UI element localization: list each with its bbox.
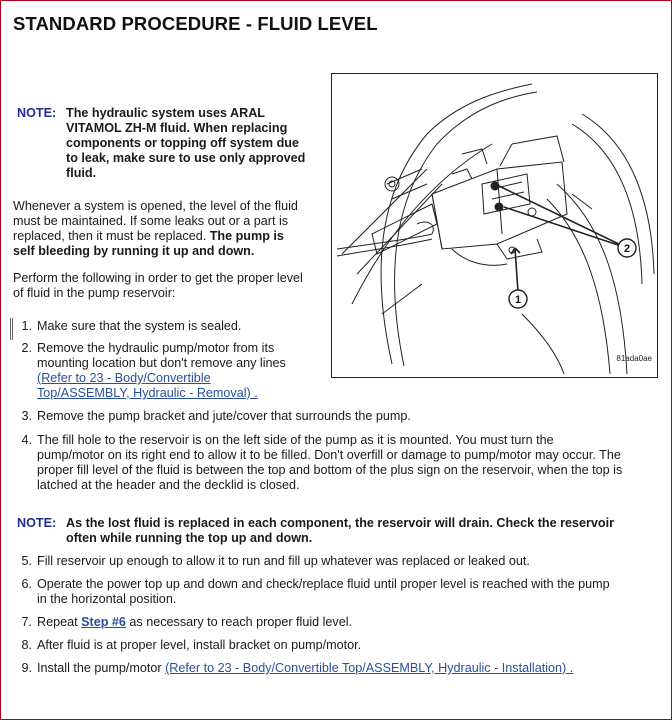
paragraph-line: Perform the following in order to get the proper level	[13, 271, 303, 285]
note-label: NOTE:	[17, 106, 57, 120]
step-line: in the horizontal position.	[37, 592, 177, 606]
step-text: Make sure that the system is sealed.	[37, 319, 242, 333]
step-number: 6.	[21, 577, 32, 591]
figure-code: 81ada0ae	[616, 354, 652, 363]
step-6-link[interactable]: Step #6	[81, 615, 126, 629]
note-line: components or topping off system due	[66, 136, 299, 150]
step-text: After fluid is at proper level, install bracket on pump/motor.	[37, 638, 362, 652]
step-item	[16, 433, 661, 493]
step-number: 5.	[21, 554, 32, 568]
step-line: Operate the power top up and down and check/replace fluid until proper level is reached with the pump	[37, 577, 610, 591]
paragraph-bold-text: The pump is	[209, 229, 284, 243]
step-item	[16, 409, 656, 424]
note-line: often while running the top up and down.	[66, 531, 313, 545]
page-title: STANDARD PROCEDURE - FLUID LEVEL	[13, 13, 378, 34]
note-line: to leak, make sure to use only approved	[66, 151, 306, 165]
note-label: NOTE:	[17, 516, 57, 530]
step-item	[16, 341, 326, 401]
link-suffix: .	[566, 661, 574, 675]
step-line: proper fill level of the fluid is between the top and bottom of the plus sign on the reservoir, when the top is	[37, 463, 623, 477]
note-reservoir-drain	[17, 516, 657, 546]
paragraph-line: must be maintained. If some leaks out or a part is	[13, 214, 289, 228]
step-item	[16, 554, 656, 569]
link-suffix: .	[250, 386, 258, 400]
step-number: 9.	[21, 661, 32, 675]
step-item	[16, 319, 316, 334]
step-suffix: as necessary to reach proper fluid level.	[125, 615, 353, 629]
note-line: The hydraulic system uses ARAL	[66, 106, 265, 120]
note-text	[66, 106, 305, 181]
step-text	[37, 661, 573, 676]
note-text	[66, 516, 614, 546]
step-text: Fill reservoir up enough to allow it to run and fill up whatever was replaced or leaked out.	[37, 554, 530, 568]
step-prefix: Install the pump/motor	[37, 661, 166, 675]
paragraph-line	[13, 229, 298, 244]
step-number: 4.	[21, 433, 32, 447]
paragraph-line: Whenever a system is opened, the level of the fluid	[13, 199, 298, 213]
step-number: 8.	[21, 638, 32, 652]
step-text	[37, 433, 622, 493]
step-item	[16, 661, 656, 676]
note-line: VITAMOL ZH-M fluid. When replacing	[66, 121, 288, 135]
step-text: Remove the pump bracket and jute/cover that surrounds the pump.	[37, 409, 411, 423]
step-item	[16, 638, 656, 653]
step-item	[16, 577, 661, 607]
paragraph-system-opened	[13, 199, 298, 259]
step-prefix: Repeat	[37, 615, 82, 629]
refer-installation-link[interactable]: (Refer to 23 - Body/Convertible Top/ASSEMBLY, Hydraulic - Installation)	[165, 661, 567, 675]
paragraph-line: of fluid in the pump reservoir:	[13, 286, 176, 300]
step-line: latched at the header and the decklid is closed.	[37, 478, 300, 492]
step-item	[16, 615, 656, 630]
text-cursor-marker	[10, 318, 13, 340]
step-text	[37, 615, 352, 630]
callout-2: 2	[623, 243, 631, 255]
paragraph-bold-text: self bleeding by running it up and down.	[13, 244, 255, 258]
paragraph-perform	[13, 271, 303, 301]
pump-illustration	[332, 74, 657, 377]
callout-1: 1	[514, 294, 522, 306]
note-line: As the lost fluid is replaced in each component, the reservoir will drain. Check the reservoir	[66, 516, 614, 530]
note-hydraulic-fluid	[17, 106, 337, 181]
paragraph-text: replaced, then it must be replaced.	[13, 229, 210, 243]
refer-removal-link[interactable]: (Refer to 23 - Body/Convertible	[37, 371, 211, 385]
step-number: 1.	[21, 319, 32, 333]
pump-reservoir-figure	[331, 73, 658, 378]
step-number: 7.	[21, 615, 32, 629]
step-number: 2.	[21, 341, 32, 355]
step-text	[37, 341, 286, 401]
refer-removal-link[interactable]: Top/ASSEMBLY, Hydraulic - Removal)	[37, 386, 251, 400]
step-text	[37, 577, 610, 607]
step-line: The fill hole to the reservoir is on the left side of the pump as it is mounted. You must turn the	[37, 433, 554, 447]
step-line: mounting location but don't remove any lines	[37, 356, 286, 370]
step-line: Remove the hydraulic pump/motor from its	[37, 341, 275, 355]
step-line: pump/motor on its right end to allow it to be filled. Don't overfill or damage to pump/motor may occur. The	[37, 448, 621, 462]
note-line: fluid.	[66, 166, 97, 180]
step-number: 3.	[21, 409, 32, 423]
